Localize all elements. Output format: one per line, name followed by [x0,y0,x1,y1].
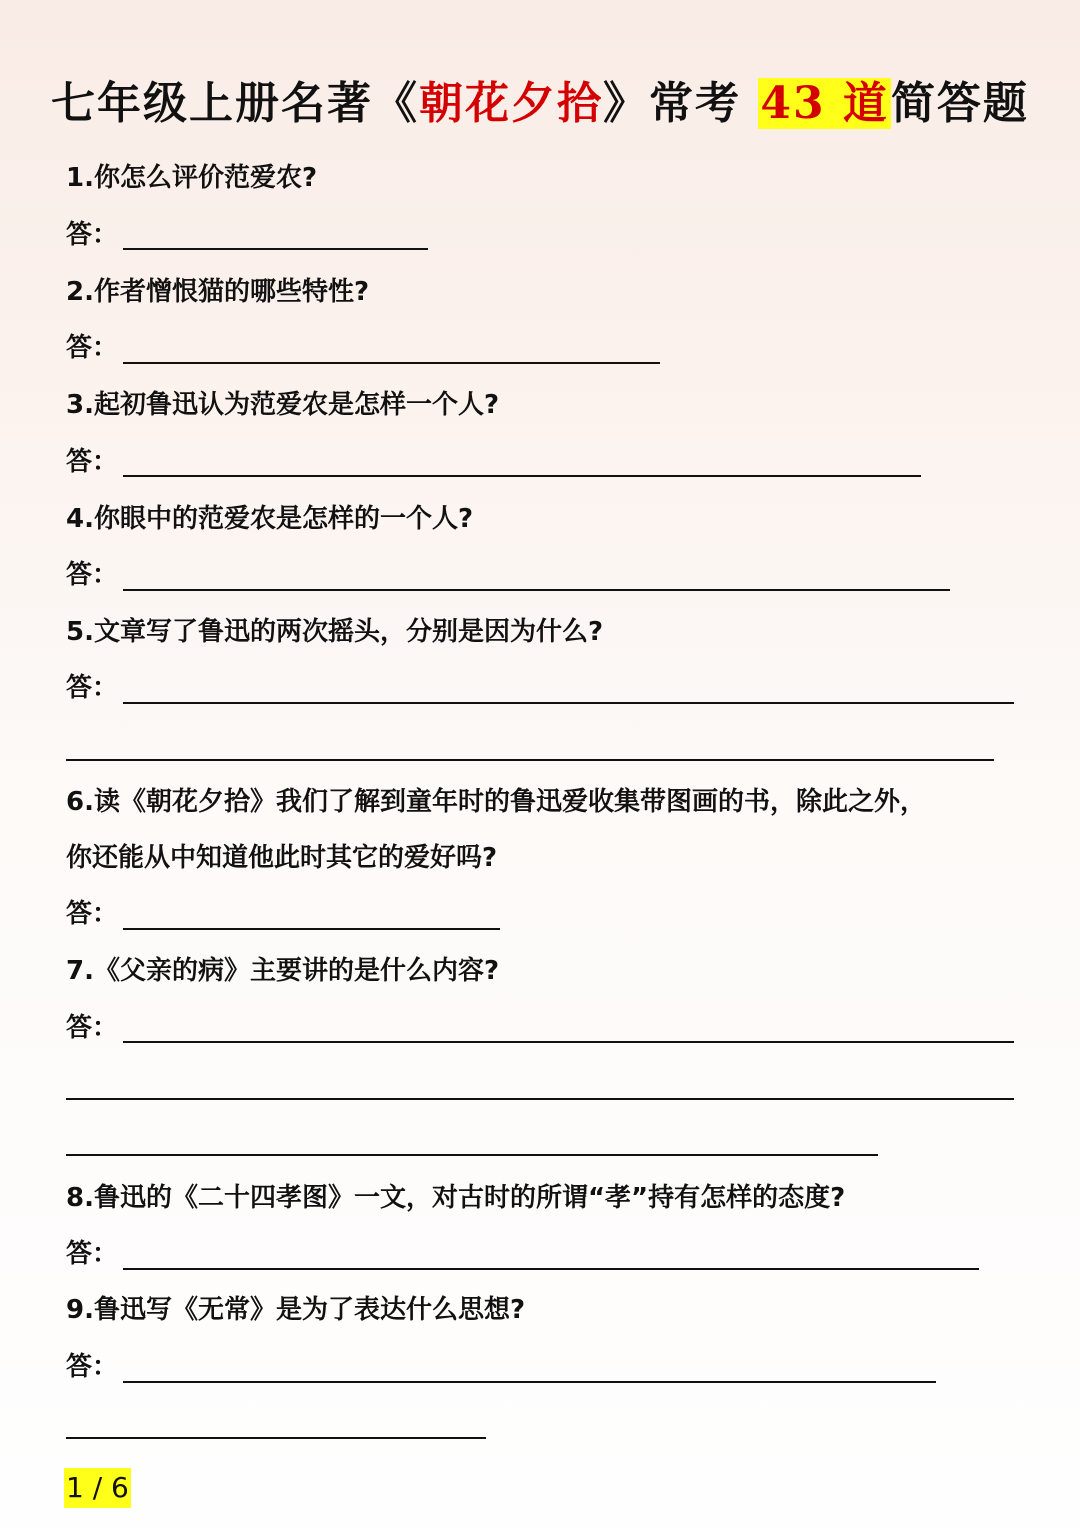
question-7: 7.《父亲的病》主要讲的是什么内容? [66,956,500,986]
question-9: 9.鲁迅写《无常》是为了表达什么思想? [66,1295,526,1325]
question-1: 1.你怎么评价范爱农? [66,163,318,193]
answer-line-9b[interactable] [66,1437,486,1439]
answer-line-2[interactable] [123,362,660,364]
answer-label-3: 答： [66,447,119,477]
question-6: 6.读《朝花夕拾》我们了解到童年时的鲁迅爱收集带图画的书，除此之外， [66,787,926,817]
question-2: 2.作者憎恨猫的哪些特性? [66,277,370,307]
answer-line-3[interactable] [123,475,921,477]
answer-line-6[interactable] [123,928,500,930]
answer-label-2: 答： [66,333,119,363]
answer-label-8: 答： [66,1239,119,1269]
question-4: 4.你眼中的范爱农是怎样的一个人? [66,504,474,534]
answer-line-5a[interactable] [123,702,1014,704]
answer-line-7b[interactable] [66,1098,1014,1100]
question-5: 5.文章写了鲁迅的两次摇头，分别是因为什么? [66,617,604,647]
page-indicator: 1 / 6 [64,1468,131,1508]
question-count-highlight: 43 道 [760,78,889,129]
answer-label-5: 答： [66,673,119,703]
answer-label-6: 答： [66,899,119,929]
question-6-cont: 你还能从中知道他此时其它的爱好吗? [66,843,498,873]
question-3: 3.起初鲁迅认为范爱农是怎样一个人? [66,390,500,420]
answer-line-1[interactable] [123,248,428,250]
answer-label-7: 答： [66,1013,119,1043]
question-8: 8.鲁迅的《二十四孝图》一文，对古时的所谓“孝”持有怎样的态度? [66,1183,846,1213]
answer-line-5b[interactable] [66,759,994,761]
answer-label-1: 答： [66,220,119,250]
answer-line-9a[interactable] [123,1381,936,1383]
answer-label-4: 答： [66,560,119,590]
page-title: 七年级上册名著《朝花夕拾》常考 43 道简答题 [51,78,1029,129]
book-title: 朝花夕拾 [419,78,604,129]
answer-line-8[interactable] [123,1268,979,1270]
answer-line-7a[interactable] [123,1041,1014,1043]
answer-line-4[interactable] [123,589,950,591]
answer-label-9: 答： [66,1352,119,1382]
answer-line-7c[interactable] [66,1154,878,1156]
